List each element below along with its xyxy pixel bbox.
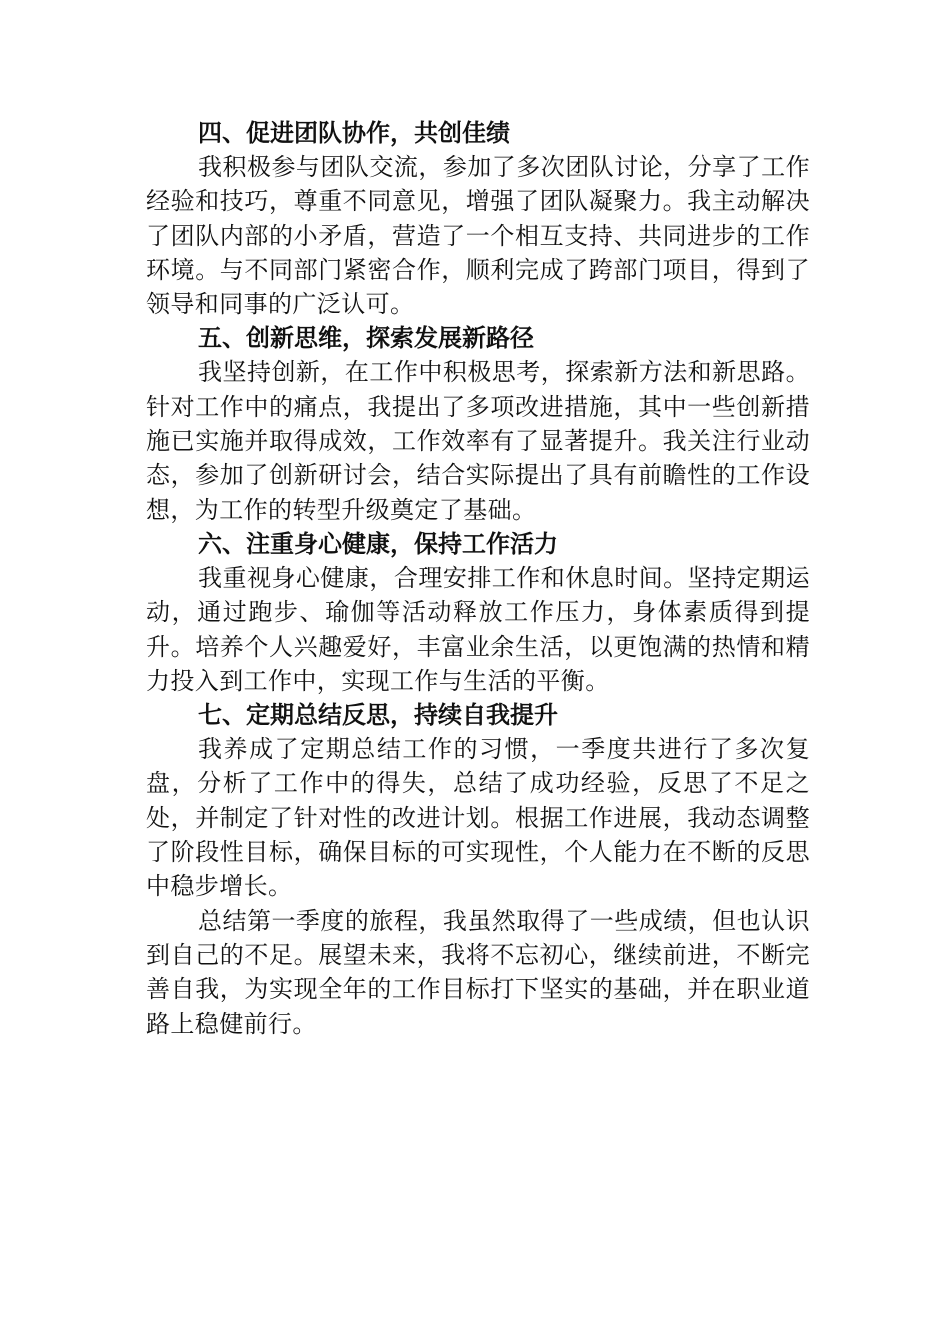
section-heading-7: 七、定期总结反思，持续自我提升 (198, 701, 558, 730)
section-paragraph-4: 我积极参与团队交流，参加了多次团队讨论，分享了工作经验和技巧，尊重不同意见，增强了团队凝聚力。我主动解决了团队内部的小矛盾，营造了一个相互支持、共同进步的工作环境。与不同部门紧密合作，顺利完成了跨部门项目，得到了领导和同事的广泛认可。 (146, 153, 810, 319)
section-heading-4: 四、促进团队协作，共创佳绩 (198, 119, 510, 147)
document-body (146, 116, 810, 1041)
section-heading-6: 六、注重身心健康，保持工作活力 (198, 529, 558, 558)
conclusion-paragraph: 总结第一季度的旅程，我虽然取得了一些成绩，但也认识到自己的不足。展望未来，我将不忘初心，继续前进，不断完善自我，为实现全年的工作目标打下坚实的基础，并在职业道路上稳健前行。 (146, 906, 810, 1038)
section-paragraph-7: 我养成了定期总结工作的习惯，一季度共进行了多次复盘，分析了工作中的得失，总结了成功经验，反思了不足之处，并制定了针对性的改进计划。根据工作进展，我动态调整了阶段性目标，确保目标的可实现性，个人能力在不断的反思中稳步增长。 (146, 735, 810, 901)
section-paragraph-5: 我坚持创新，在工作中积极思考，探索新方法和新思路。针对工作中的痛点，我提出了多项改进措施，其中一些创新措施已实施并取得成效，工作效率有了显著提升。我关注行业动态，参加了创新研讨会，结合实际提出了具有前瞻性的工作设想，为工作的转型升级奠定了基础。 (146, 358, 810, 524)
section-paragraph-6: 我重视身心健康，合理安排工作和休息时间。坚持定期运动，通过跑步、瑜伽等活动释放工作压力，身体素质得到提升。培养个人兴趣爱好，丰富业余生活，以更饱满的热情和精力投入到工作中，实现工作与生活的平衡。 (146, 563, 810, 695)
section-heading-5: 五、创新思维，探索发展新路径 (198, 324, 534, 353)
